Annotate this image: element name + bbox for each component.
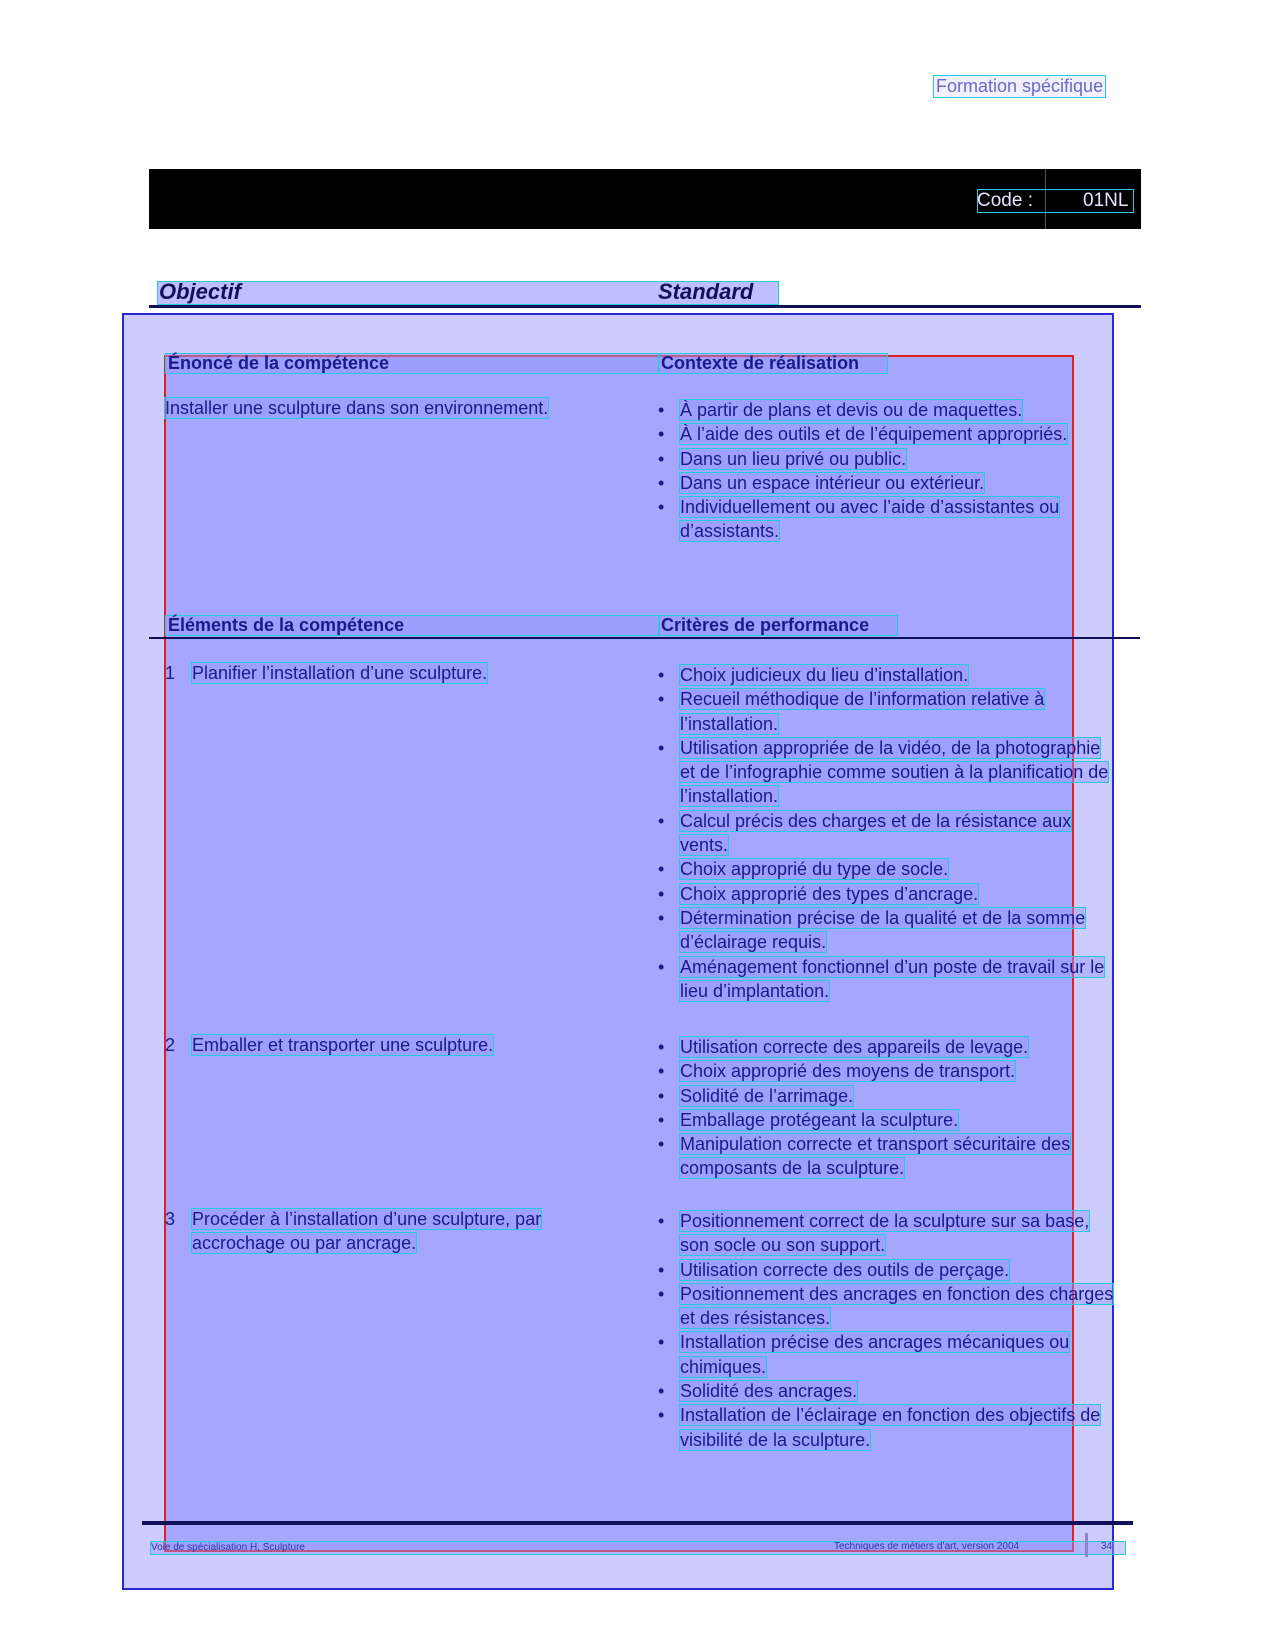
criteria-list — [658, 1209, 1118, 1452]
competence-elements-title: Éléments de la compétence — [165, 615, 660, 636]
bullet-icon: • — [658, 400, 665, 420]
bullet-icon: • — [658, 1283, 665, 1304]
bullet-icon: • — [658, 1405, 665, 1426]
list-item: • À partir de plans et devis ou de maquettes. — [658, 398, 1120, 422]
context-title: Contexte de réalisation — [658, 353, 888, 374]
column-heading-objectif: Objectif — [159, 279, 241, 304]
list-item: • Solidité de l’arrimage. — [658, 1084, 1118, 1108]
list-item: • Dans un lieu privé ou public. — [658, 447, 1120, 471]
element-number: 1 — [165, 663, 176, 683]
list-item: • Choix approprié des moyens de transport. — [658, 1059, 1118, 1083]
context-list — [658, 398, 1120, 544]
header-section-label: Formation spécifique — [933, 75, 1106, 98]
element-number: 3 — [165, 1209, 176, 1229]
list-item: • Manipulation correcte et transport sécuritaire des composants de la sculpture. — [658, 1134, 1071, 1179]
performance-criteria-title: Critères de performance — [658, 615, 898, 636]
bullet-icon: • — [658, 1259, 665, 1280]
footer-page-number: 34 — [1101, 1541, 1113, 1552]
element-label: Emballer et transporter une sculpture. — [192, 1035, 494, 1055]
list-item: • Utilisation appropriée de la vidéo, de la photographie et de l’infographie comme soutien à la planification de l’installation. — [658, 737, 1109, 807]
bullet-icon: • — [658, 1109, 665, 1130]
list-item: • Choix judicieux du lieu d’installation. — [658, 663, 1118, 687]
bullet-icon: • — [658, 1332, 665, 1353]
bullet-icon: • — [658, 497, 665, 518]
bullet-icon: • — [658, 1085, 665, 1106]
list-item: • Installation précise des ancrages mécaniques ou chimiques. — [658, 1332, 1070, 1377]
list-item: • Utilisation correcte des outils de perçage. — [658, 1258, 1118, 1282]
bullet-icon: • — [658, 737, 665, 758]
bullet-icon: • — [658, 448, 665, 469]
footer-left-text: Voie de spécialisation H, Sculpture — [150, 1541, 1126, 1555]
criteria-list — [658, 1035, 1118, 1181]
list-item: • Choix approprié des types d’ancrage. — [658, 882, 1118, 906]
list-item: • Recueil méthodique de l’information relative à l’installation. — [658, 689, 1045, 734]
list-item: • Installation de l’éclairage en fonction des objectifs de visibilité de la sculpture. — [658, 1405, 1101, 1450]
column-heading-standard: Standard — [658, 279, 754, 304]
bullet-icon: • — [658, 907, 665, 928]
competence-statement — [165, 396, 548, 420]
footer-separator — [1085, 1533, 1088, 1557]
code-label: Code : — [977, 190, 1033, 211]
element-label: Planifier l’installation d’une sculpture. — [192, 663, 488, 683]
bullet-icon: • — [658, 956, 665, 977]
bullet-icon: • — [658, 1134, 665, 1155]
list-item: • Calcul précis des charges et de la résistance aux vents. — [658, 810, 1072, 856]
bullet-icon: • — [658, 689, 665, 710]
heading-rule — [149, 305, 1141, 308]
competence-statement-text: Installer une sculpture dans son environnement. — [165, 398, 549, 418]
list-item: • Aménagement fonctionnel d’un poste de travail sur le lieu d’implantation. — [658, 956, 1105, 1001]
bullet-icon: • — [658, 883, 665, 904]
footer-rule — [142, 1521, 1133, 1525]
bullet-icon: • — [658, 859, 665, 880]
section-rule — [149, 637, 1140, 639]
list-item: • Positionnement des ancrages en fonction des charges et des résistances. — [658, 1283, 1114, 1329]
list-item: • Dans un espace intérieur ou extérieur. — [658, 471, 1120, 495]
element-number: 2 — [165, 1035, 176, 1055]
list-item: • Individuellement ou avec l’aide d’assistantes ou d’assistants. — [658, 497, 1060, 542]
bullet-icon: • — [658, 810, 665, 831]
bullet-icon: • — [658, 1037, 665, 1057]
list-item: • Choix approprié du type de socle. — [658, 857, 1118, 881]
bullet-icon: • — [658, 472, 665, 493]
bullet-icon: • — [658, 1061, 665, 1082]
list-item: • Utilisation correcte des appareils de levage. — [658, 1035, 1118, 1059]
bullet-icon: • — [658, 665, 665, 685]
list-item: • Emballage protégeant la sculpture. — [658, 1108, 1118, 1132]
criteria-list — [658, 663, 1118, 1003]
bullet-icon: • — [658, 424, 665, 445]
competence-statement-title: Énoncé de la compétence — [165, 353, 660, 374]
list-item: • Détermination précise de la qualité et de la somme d’éclairage requis. — [658, 907, 1086, 953]
bullet-icon: • — [658, 1211, 665, 1231]
code-value: 01NL — [1083, 190, 1129, 211]
bullet-icon: • — [658, 1381, 665, 1402]
list-item: • Solidité des ancrages. — [658, 1379, 1118, 1403]
element-label: Procéder à l’installation d’une sculpture, par accrochage ou par ancrage. — [192, 1209, 542, 1254]
list-item: • Positionnement correct de la sculpture sur sa base, son socle ou son support. — [658, 1211, 1090, 1256]
list-item: • À l’aide des outils et de l’équipement appropriés. — [658, 422, 1120, 446]
footer-right-text: Techniques de métiers d’art, version 2004 — [834, 1541, 1020, 1552]
